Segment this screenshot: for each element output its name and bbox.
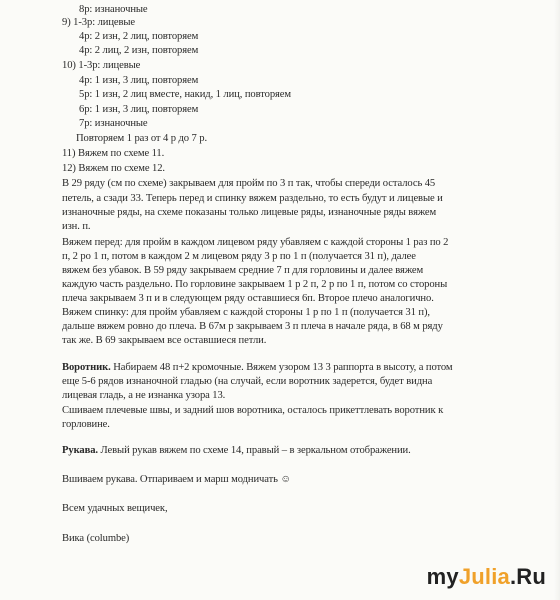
text-line: плеча закрываем 3 п и в следующем ряду оставшиеся 6п. Второе плечо аналогично. (62, 293, 434, 304)
text-line: изн. п. (62, 221, 91, 232)
sleeves-text: Левый рукав вяжем по схеме 14, правый – в зеркальном отображении. (97, 445, 411, 456)
sleeves-heading: Рукава. (62, 445, 98, 456)
sleeves-section-line (62, 445, 411, 457)
signature-line: Вика (columbe) (62, 533, 130, 544)
text-line: 7р: изнаночные (79, 118, 148, 129)
text-line: 9) 1-3р: лицевые (62, 17, 136, 28)
text-line: Всем удачных вещичек, (62, 503, 168, 514)
text-line: Вяжем спинку: для пройм убавляем с каждой стороны 1 р по 1 п (получается 31 п), (62, 307, 430, 318)
collar-heading: Воротник. (62, 362, 111, 373)
scan-edge-shadow (554, 0, 560, 600)
collar-section-line (62, 362, 453, 374)
text-line: Вшиваем рукава. Отпариваем и марш модничать ☺ (62, 474, 292, 485)
text-line: так же. В 69 закрываем все оставшиеся петли. (62, 335, 267, 346)
text-line: дальше вяжем ровно до плеча. В 67м р закрываем 3 п плеча в начале ряда, в 68 м ряду (62, 321, 443, 332)
text-line: 4р: 1 изн, 3 лиц, повторяем (79, 75, 199, 86)
text-line: 4р: 2 изн, 2 лиц, повторяем (79, 31, 199, 42)
text-line: петель, а сзади 33. Теперь перед и спинку вяжем раздельно, то есть будут и лицевые и (62, 193, 443, 204)
watermark-part-julia: Julia (458, 564, 510, 589)
text-line: 6р: 1 изн, 3 лиц, повторяем (79, 104, 199, 115)
text-line: Повторяем 1 раз от 4 р до 7 р. (76, 133, 208, 144)
text-line: каждую часть раздельно. По горловине закрываем 1 р 2 п, 2 р по 1 п, потом со стороны (62, 279, 448, 290)
text-line: горловине. (62, 419, 110, 430)
text-line: 11) Вяжем по схеме 11. (62, 148, 165, 159)
site-watermark-logo (427, 564, 546, 590)
text-line: В 29 ряду (см по схеме) закрываем для пройм по 3 п так, чтобы спереди осталось 45 (62, 178, 436, 189)
text-line: изнаночные ряды, на схеме показаны только лицевые ряды, изнаночные ряды вяжем (62, 207, 437, 218)
text-line: 5р: 1 изн, 2 лиц вместе, накид, 1 лиц, повторяем (79, 89, 291, 100)
text-line: 10) 1-3р: лицевые (62, 60, 141, 71)
watermark-part-my: my (426, 564, 459, 589)
text-line: 12) Вяжем по схеме 12. (62, 163, 165, 174)
collar-text: Набираем 48 п+2 кромочные. Вяжем узором 13 3 раппорта в высоту, а потом (110, 362, 453, 373)
text-line: вяжем без убавок. В 59 ряду закрываем средние 7 п для горловины и далее вяжем (62, 265, 424, 276)
text-line: п, 2 ро 1 п, потом в каждом 2 м лицевом ряду 3 р по 1 п (получается 31 п), далее (62, 251, 416, 262)
watermark-part-ru: .Ru (509, 564, 546, 589)
text-line: Вяжем перед: для пройм в каждом лицевом ряду убавляем с каждой стороны 1 раз по 2 (62, 237, 449, 248)
text-line: еще 5-6 рядов изнаночной гладью (на случай, если воротник задерется, будет видна (62, 376, 433, 387)
text-line: 8р: изнаночные (79, 4, 148, 15)
text-line: Сшиваем плечевые швы, и задний шов воротника, осталось прикеттлевать воротник к (62, 405, 444, 416)
text-line: 4р: 2 лиц, 2 изн, повторяем (79, 45, 199, 56)
text-line: лицевая гладь, а не изнанка узора 13. (62, 390, 226, 401)
